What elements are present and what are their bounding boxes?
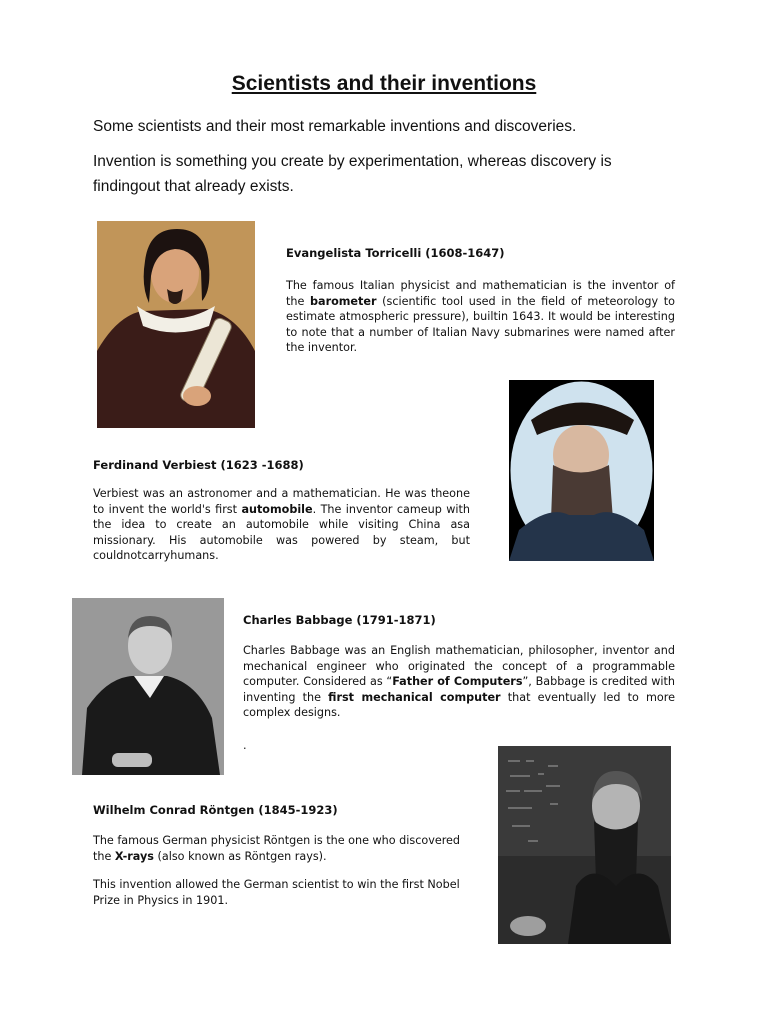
scientist-desc-babbage: Charles Babbage was an English mathematician, philosopher, inventor and mechanical engineer who originated the concept of a programmable computer. Considered as “Father of Computers”, Babbage is credited with inventing the first mechanical computer that eventually led to more complex designs. bbox=[243, 644, 676, 720]
scientist-name-torricelli: Evangelista Torricelli (1608-1647) bbox=[286, 246, 505, 260]
intro-line-1: Some scientists and their most remarkable inventions and discoveries. bbox=[93, 118, 577, 135]
stray-dot: . bbox=[243, 739, 247, 752]
page-title: Scientists and their inventions bbox=[231, 72, 537, 95]
scientist-name-verbiest: Ferdinand Verbiest (1623 -1688) bbox=[93, 458, 304, 472]
scientist-desc-rontgen-2: This invention allowed the German scientist to win the first Nobel Prize in Physics in 1901. bbox=[93, 878, 460, 907]
torricelli-portrait bbox=[97, 221, 255, 428]
scientist-desc-rontgen: The famous German physicist Röntgen is the one who discovered the X-rays (also known as Röntgen rays). bbox=[93, 834, 461, 863]
rontgen-portrait bbox=[498, 746, 671, 944]
scientist-desc-torricelli: The famous Italian physicist and mathematician is the inventor of the barometer (scientific tool used in the field of meteorology to estimate atmospheric pressure), builtin 1643. It would be interesting to note that a number of Italian Navy submarines were named after the inventor. bbox=[286, 279, 675, 355]
babbage-portrait bbox=[72, 598, 224, 775]
verbiest-portrait bbox=[509, 380, 654, 561]
scientist-name-babbage: Charles Babbage (1791-1871) bbox=[243, 613, 436, 627]
scientist-name-rontgen: Wilhelm Conrad Röntgen (1845-1923) bbox=[93, 803, 338, 817]
intro-line-2: Invention is something you create by experimentation, whereas discovery is findingout that already exists. bbox=[93, 153, 612, 195]
scientist-desc-verbiest: Verbiest was an astronomer and a mathematician. He was theone to invent the world's first automobile. The inventor cameup with the idea to create an automobile while visiting China asa missionary. His automobile was powered by steam, but couldnotcarryhumans. bbox=[93, 487, 470, 563]
